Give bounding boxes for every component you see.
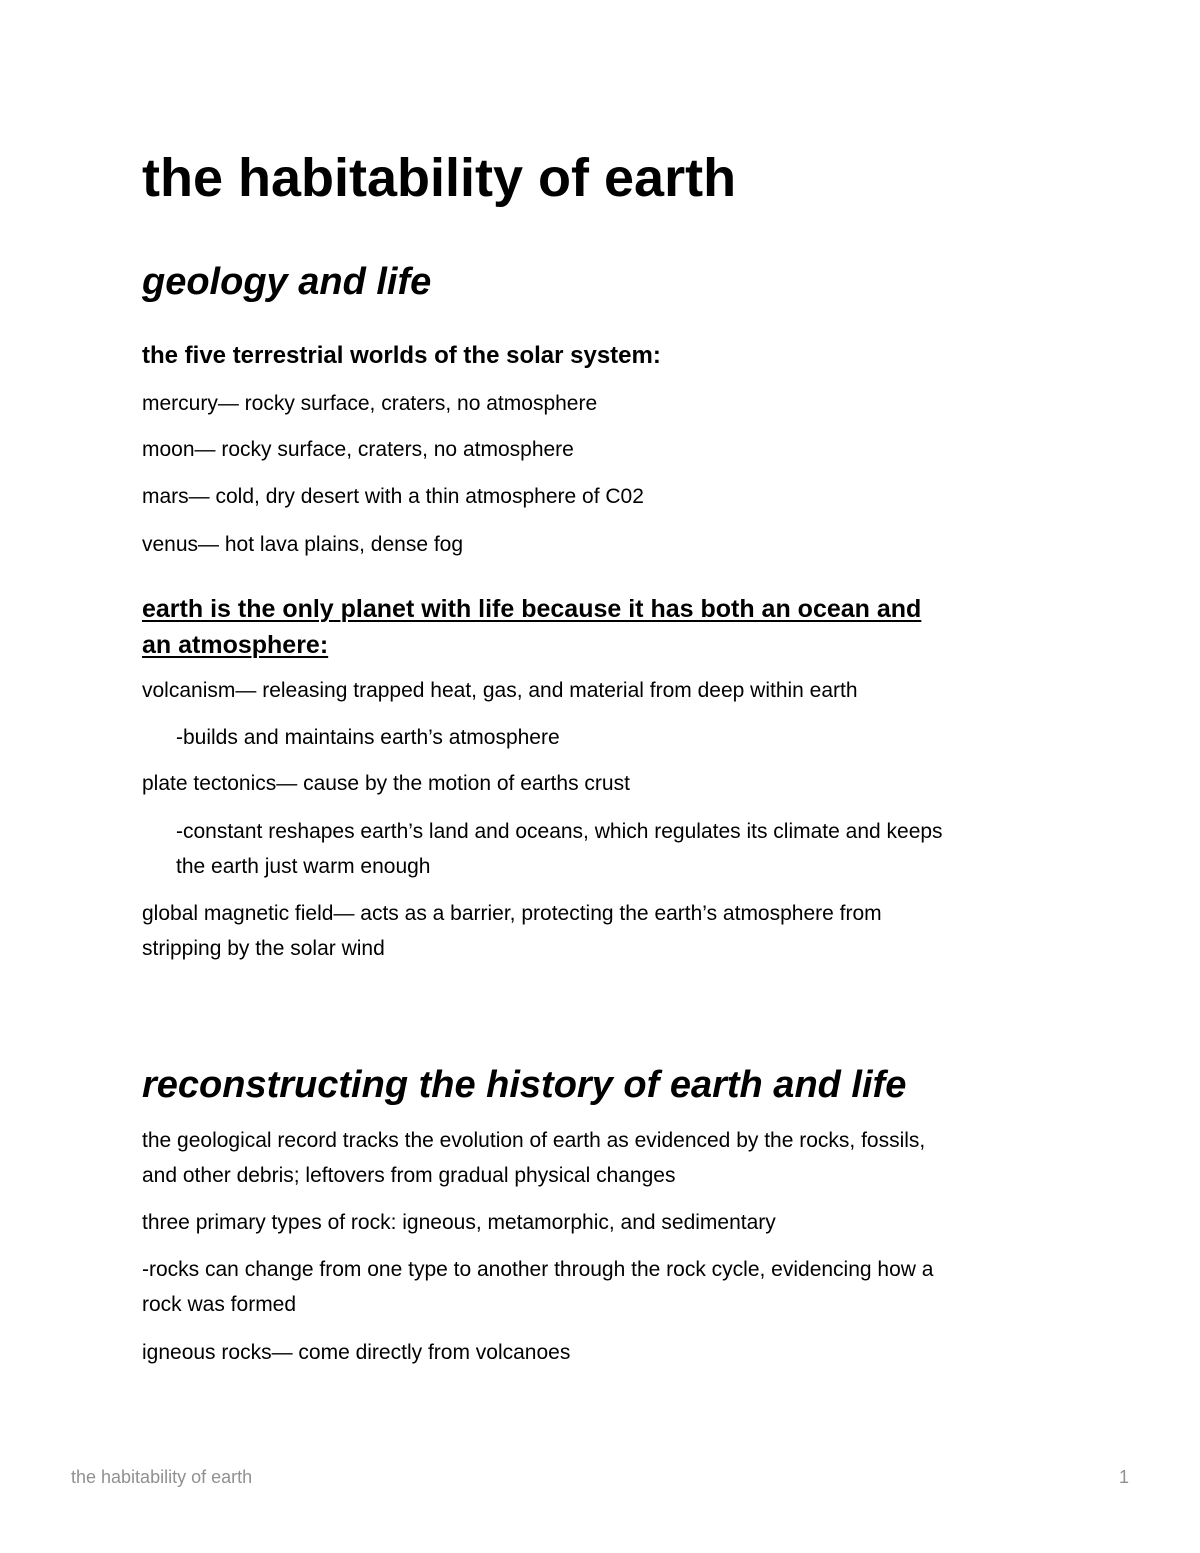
plate-tectonics-text: plate tectonics— cause by the motion of earths crust [142,772,630,795]
magnetic-field-line-2: stripping by the solar wind [142,937,385,960]
volcanism-text: volcanism— releasing trapped heat, gas, and material from deep within earth [142,679,858,702]
volcanism-note: -builds and maintains earth’s atmosphere [176,726,560,749]
world-item-venus: venus— hot lava plains, dense fog [142,533,464,556]
rock-types-text: three primary types of rock: igneous, metamorphic, and sedimentary [142,1211,776,1234]
geological-record-line-2: and other debris; leftovers from gradual physical changes [142,1164,676,1187]
rock-cycle-line-1: -rocks can change from one type to another through the rock cycle, evidencing how a [142,1258,934,1281]
magnetic-field-line-1: global magnetic field— acts as a barrier, protecting the earth’s atmosphere from [142,902,882,925]
subheading-terrestrial-worlds: the five terrestrial worlds of the solar system: [142,342,661,369]
world-item-mars: mars— cold, dry desert with a thin atmosphere of C02 [142,485,644,508]
section-heading-history: reconstructing the history of earth and life [142,1064,907,1106]
world-item-mercury: mercury— rocky surface, craters, no atmosphere [142,392,598,415]
rock-cycle-line-2: rock was formed [142,1293,297,1316]
section-heading-geology: geology and life [142,261,432,303]
document-title: the habitability of earth [142,148,737,208]
plate-tectonics-note-line-2: the earth just warm enough [176,855,431,878]
plate-tectonics-note-line-1: -constant reshapes earth’s land and oceans, which regulates its climate and keeps [176,820,943,843]
world-item-moon: moon— rocky surface, craters, no atmosphere [142,438,574,461]
footer-page-number: 1 [1119,1467,1130,1487]
igneous-rocks-text: igneous rocks— come directly from volcanoes [142,1341,571,1364]
footer-label: the habitability of earth [71,1467,253,1487]
geological-record-line-1: the geological record tracks the evolution of earth as evidenced by the rocks, fossils, [142,1129,926,1152]
underlined-heading-line-2: an atmosphere: [142,631,329,659]
underlined-heading-line-1: earth is the only planet with life because it has both an ocean and [142,595,922,623]
